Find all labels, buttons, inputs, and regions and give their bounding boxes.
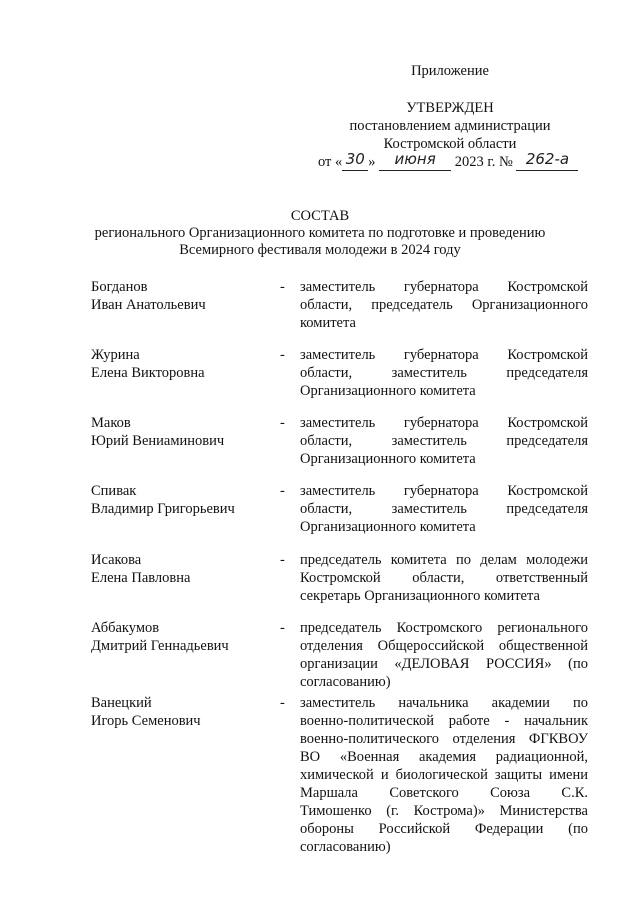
member-position-line: заместитель губернатора Костромской <box>300 279 588 295</box>
member-dash: - <box>280 347 285 363</box>
member-given-name: Владимир Григорьевич <box>91 501 235 517</box>
member-name <box>91 414 271 450</box>
member-position-line: организации «ДЕЛОВАЯ РОССИЯ» (по <box>300 656 588 672</box>
member-position-line: заместитель начальника академии по <box>300 695 588 711</box>
date-year: 2023 г. № <box>454 154 513 170</box>
member-surname: Аббакумов <box>91 620 160 636</box>
heading-line-2: Всемирного фестиваля молодежи в 2024 году <box>179 242 461 258</box>
member-position-line: военно-политического отделения ФГКВОУ <box>300 731 588 747</box>
member-position-line: Организационного комитета <box>300 519 476 535</box>
approval-date-line <box>318 150 618 171</box>
member-name <box>91 482 271 518</box>
approval-line-1: постановлением администрации <box>349 118 551 134</box>
member-position <box>300 414 588 468</box>
member-position-line: председатель комитета по делам молодежи <box>300 552 588 568</box>
member-position-line: военно-политической работе - начальник <box>300 713 588 729</box>
member-position <box>300 482 588 536</box>
member-position-line: отделения Общероссийской общественной <box>300 638 588 654</box>
member-position <box>300 551 588 605</box>
member-position-line: заместитель губернатора Костромской <box>300 483 588 499</box>
member-surname: Богданов <box>91 279 148 295</box>
heading-title: СОСТАВ <box>290 208 350 224</box>
appendix-label: Приложение <box>411 63 489 79</box>
member-position <box>300 346 588 400</box>
member-position-line: заместитель губернатора Костромской <box>300 347 588 363</box>
member-name <box>91 694 271 730</box>
member-surname: Ванецкий <box>91 695 152 711</box>
member-name <box>91 551 271 587</box>
member-position-line: Маршала Советского Союза С.К. <box>300 785 588 801</box>
member-given-name: Иван Анатольевич <box>91 297 206 313</box>
member-name <box>91 346 271 382</box>
member-position-line: секретарь Организационного комитета <box>300 588 540 604</box>
member-position <box>300 694 588 856</box>
member-surname: Маков <box>91 415 131 431</box>
member-position-line: обороны Российской Федерации (по <box>300 821 588 837</box>
member-given-name: Юрий Вениаминович <box>91 433 225 449</box>
heading-line-1: регионального Организационного комитета по подготовке и проведению <box>94 225 546 241</box>
handwritten-number: 262-а <box>525 150 570 168</box>
approval-line-2: Костромской области <box>383 136 517 152</box>
member-given-name: Елена Викторовна <box>91 365 205 381</box>
member-position-line: области, председатель Организационного <box>300 297 588 313</box>
member-dash: - <box>280 483 285 499</box>
member-position-line: ВО «Военная академия радиационной, <box>300 749 588 765</box>
member-given-name: Елена Павловна <box>91 570 191 586</box>
member-surname: Журина <box>91 347 140 363</box>
member-name <box>91 619 271 655</box>
member-surname: Исакова <box>91 552 142 568</box>
member-position-line: согласованию) <box>300 674 391 690</box>
handwritten-month: июня <box>394 150 436 168</box>
member-given-name: Дмитрий Геннадьевич <box>91 638 229 654</box>
member-position-line: председатель Костромского регионального <box>300 620 588 636</box>
member-position <box>300 619 588 691</box>
member-dash: - <box>280 695 285 711</box>
member-position-line: области, заместитель председателя <box>300 365 588 381</box>
member-position <box>300 278 588 332</box>
member-dash: - <box>280 279 285 295</box>
member-dash: - <box>280 415 285 431</box>
member-name <box>91 278 271 314</box>
member-position-line: комитета <box>300 315 356 331</box>
handwritten-day: 30 <box>345 150 365 168</box>
approval-title: УТВЕРЖДЕН <box>406 100 494 116</box>
member-position-line: химической и биологической защиты имени <box>300 767 588 783</box>
member-position-line: Организационного комитета <box>300 383 476 399</box>
member-position-line: области, заместитель председателя <box>300 433 588 449</box>
member-position-line: согласованию) <box>300 839 391 855</box>
member-given-name: Игорь Семенович <box>91 713 201 729</box>
date-prefix: от « <box>318 154 343 170</box>
member-surname: Спивак <box>91 483 137 499</box>
member-position-line: области, заместитель председателя <box>300 501 588 517</box>
member-position-line: Тимошенко (г. Кострома)» Министерства <box>300 803 588 819</box>
member-position-line: заместитель губернатора Костромской <box>300 415 588 431</box>
member-position-line: Организационного комитета <box>300 451 476 467</box>
member-position-line: Костромской области, ответственный <box>300 570 588 586</box>
member-dash: - <box>280 552 285 568</box>
date-mid: » <box>368 154 376 170</box>
member-dash: - <box>280 620 285 636</box>
